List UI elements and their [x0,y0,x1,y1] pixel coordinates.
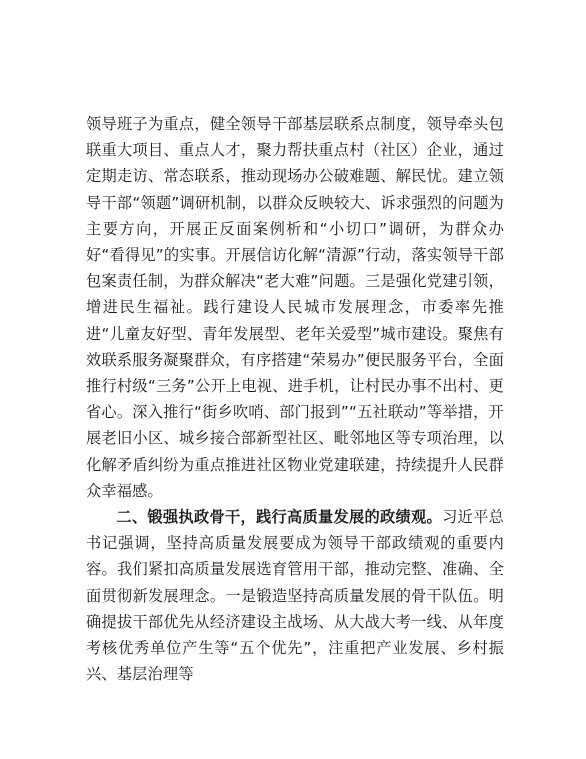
paragraph-2-text: 习近平总书记强调，坚持高质量发展要成为领导干部政绩观的重要内容。我们紧扣高质量发展选育管用干部，推动完整、准确、全面贯彻新发展理念。一是锻造坚持高质量发展的骨干队伍。明确提拔干部优先从经济建设主战场、从大战大考一线、从年度考核优秀单位产生等“五个优先”，注重把产业发展、乡村振兴、基层治理等 [86,508,504,684]
paragraph-1 [86,111,504,504]
document-body [86,111,504,687]
paragraph-1-text: 领导班子为重点，健全领导干部基层联系点制度，领导牵头包联重大项目、重点人才，聚力帮扶重点村（社区）企业，通过定期走访、常态联系，推动现场办公破难题、解民忧。建立领导干部“领题”调研机制，以群众反映较大、诉求强烈的问题为主要方向，开展正反面案例析和“小切口”调研，为群众办好“看得见”的实事。开展信访化解“清源”行动，落实领导干部包案责任制，为群众解决“老大难”问题。三是强化党建引领，增进民生福祉。践行建设人民城市发展理念，市委率先推进“儿童友好型、青年发展型、老年关爱型”城市建设。聚焦有效联系服务凝聚群众，有序搭建“荣易办”便民服务平台，全面推行村级“三务”公开上电视、进手机，让村民办事不出村、更省心。深入推行“街乡吹哨、部门报到”“五社联动”等举措，开展老旧小区、城乡接合部新型社区、毗邻地区等专项治理，以化解矛盾纠纷为重点推进社区物业党建联建，持续提升人民群众幸福感。 [86,115,504,500]
paragraph-2 [86,504,504,687]
section-heading: 二、锻强执政骨干，践行高质量发展的政绩观。 [116,508,443,527]
